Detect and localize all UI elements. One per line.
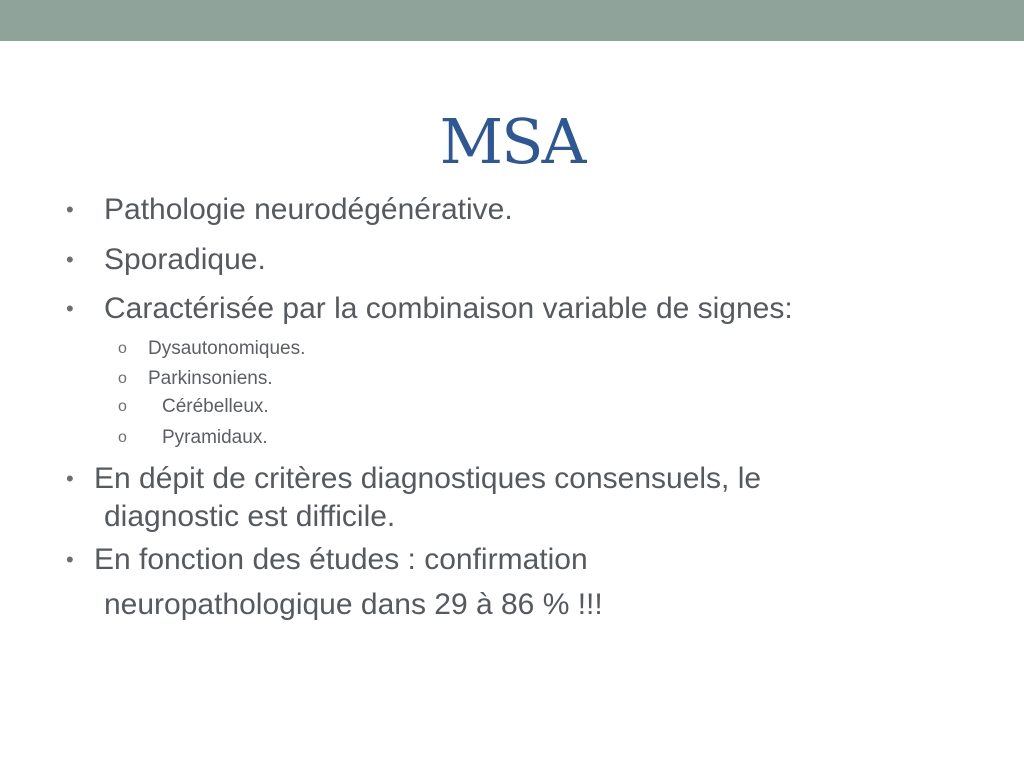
bullet-icon: • <box>66 466 74 491</box>
sub-bullet-icon: o <box>118 398 127 415</box>
sub-bullet-item <box>118 395 269 419</box>
sub-bullet-item <box>118 337 306 361</box>
bullet-text: Pathologie neurodégénérative. <box>104 193 513 226</box>
bullet-icon: • <box>66 197 74 222</box>
sub-bullet-icon: o <box>118 429 127 446</box>
bullet-item <box>66 461 762 497</box>
bullet-text: Caractérisée par la combinaison variable de signes: <box>104 292 793 325</box>
slide-title: MSA <box>439 105 585 178</box>
sub-bullet-text: Dysautonomiques. <box>148 338 306 359</box>
bullet-icon: • <box>66 296 74 321</box>
sub-bullet-text: Parkinsoniens. <box>148 368 273 389</box>
sub-bullet-text: Pyramidaux. <box>162 427 268 448</box>
sub-bullet-icon: o <box>118 340 127 357</box>
sub-bullet-item <box>118 426 268 450</box>
bullet-icon: • <box>66 247 74 272</box>
sub-bullet-text: Cérébelleux. <box>162 396 269 417</box>
bullet-text-line1: En dépit de critères diagnostiques consensuels, le <box>94 462 762 495</box>
sub-bullet-icon: o <box>118 370 127 387</box>
bullet-text: Sporadique. <box>104 243 266 276</box>
bullet-text-line2: diagnostic est difficile. <box>104 500 396 533</box>
sub-bullet-item <box>118 367 273 391</box>
bullet-text-line2: neuropathologique dans 29 à 86 % !!! <box>104 588 603 621</box>
bullet-icon: • <box>66 547 74 572</box>
bullet-item <box>66 291 793 327</box>
bullet-item <box>66 242 266 278</box>
bullet-item <box>66 542 588 578</box>
bullet-item <box>66 192 513 228</box>
bullet-text-line1: En fonction des études : confirmation <box>94 543 588 576</box>
